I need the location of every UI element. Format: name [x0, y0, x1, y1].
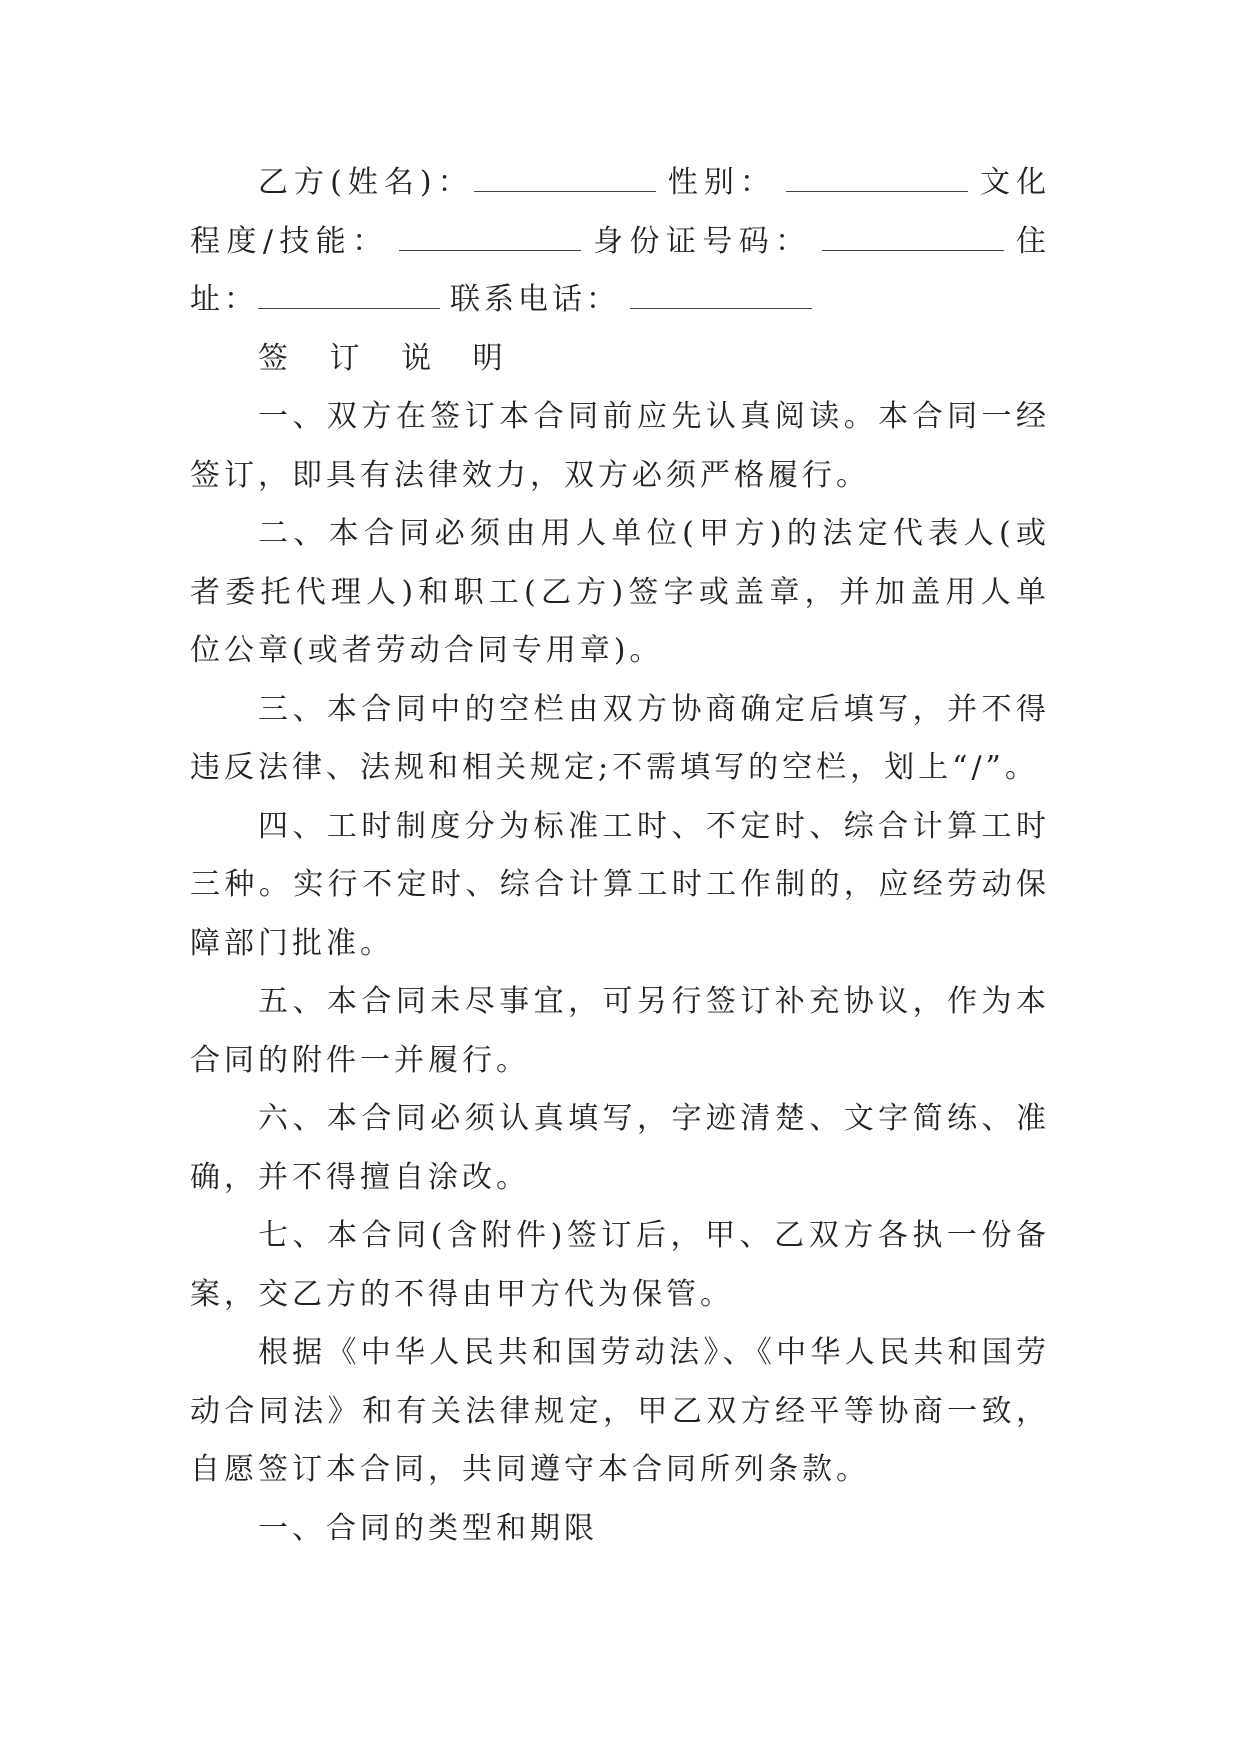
id-number-blank-field[interactable]: [822, 249, 1004, 251]
address-label: 住址：: [190, 223, 1051, 317]
contract-text-body: [190, 154, 1050, 1558]
education-blank-field[interactable]: [399, 249, 581, 251]
note-item-3: 三、本合同中的空栏由双方协商确定后填写，并不得违反法律、法规和相关规定;不需填写的空栏，划上“/”。: [190, 691, 1050, 785]
id-number-label: 身份证号码：: [590, 223, 812, 259]
address-blank-field[interactable]: [258, 307, 440, 309]
phone-label: 联系电话：: [450, 282, 620, 317]
note-item-6: 六、本合同必须认真填写，字迹清楚、文字简练、准确，并不得擅自涂改。: [190, 1101, 1050, 1195]
note-item-1: 一、双方在签订本合同前应先认真阅读。本合同一经签订，即具有法律效力，双方必须严格履行。: [190, 399, 1050, 493]
gender-label: 性别：: [665, 165, 776, 200]
gender-blank-field[interactable]: [786, 190, 968, 192]
name-blank-field[interactable]: [474, 190, 656, 192]
education-label: 文化程度/技能：: [190, 165, 1051, 259]
contract-preamble: 根据《中华人民共和国劳动法》、《中华人民共和国劳动合同法》和有关法律规定，甲乙双方经平等协商一致，自愿签订本合同，共同遵守本合同所列条款。: [190, 1335, 1050, 1487]
name-label: 乙方(姓名)：: [258, 165, 474, 200]
phone-blank-field[interactable]: [630, 307, 812, 309]
section-heading-contract-type: 一、合同的类型和期限: [258, 1510, 598, 1546]
note-item-4: 四、工时制度分为标准工时、不定时、综合计算工时三种。实行不定时、综合计算工时工作制的，应经劳动保障部门批准。: [190, 808, 1050, 961]
note-item-5: 五、本合同未尽事宜，可另行签订补充协议，作为本合同的附件一并履行。: [190, 984, 1050, 1078]
signing-notes-heading: 签 订 说 明: [258, 340, 519, 376]
party-b-info-paragraph: [190, 154, 1050, 330]
note-item-7: 七、本合同(含附件)签订后，甲、乙双方各执一份备案，交乙方的不得由甲方代为保管。: [190, 1218, 1050, 1312]
note-item-2: 二、本合同必须由用人单位(甲方)的法定代表人(或者委托代理人)和职工(乙方)签字或盖章，并加盖用人单位公章(或者劳动合同专用章)。: [190, 516, 1050, 668]
